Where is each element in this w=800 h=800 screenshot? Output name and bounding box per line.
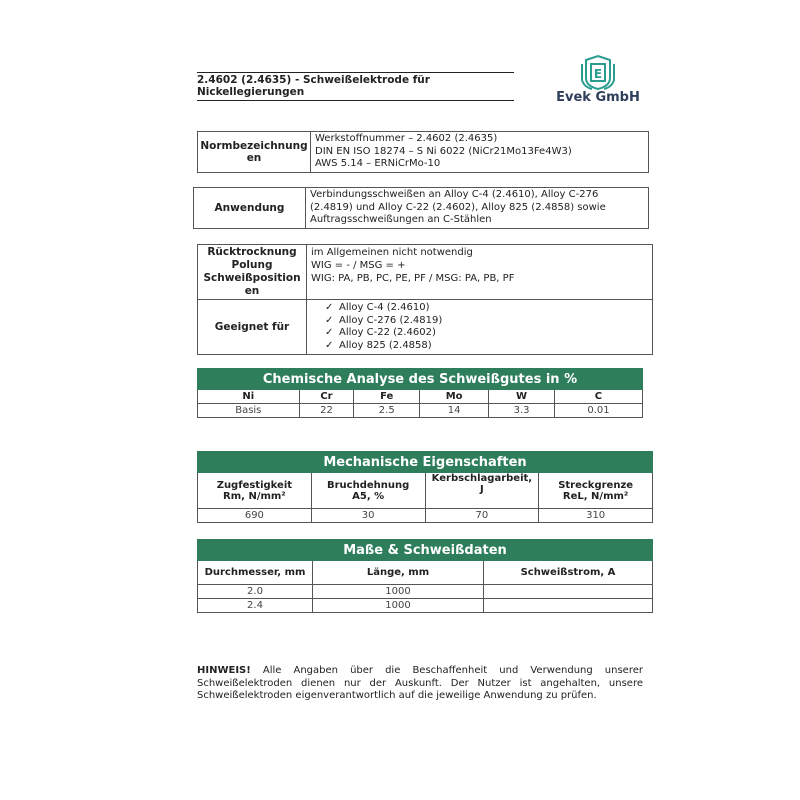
norm-table [197,131,649,173]
chem-value: 14 [420,404,489,418]
norm-values [311,132,649,173]
masse-header-schweissstrom: Schweißstrom, A [484,561,653,585]
mech-header-zugfestigkeit: Zugfestigkeit Rm, N/mm² [198,473,312,509]
hinweis-note [197,665,643,703]
mech-header-bruchdehnung: Bruchdehnung A5, % [311,473,425,509]
document-title [197,72,514,101]
masse-value: 1000 [313,585,484,599]
chem-value: Basis [198,404,300,418]
chem-header: W [489,390,555,404]
label-polung: Polung [231,259,273,271]
logo-letter: E [593,67,603,81]
masse-value: 1000 [313,599,484,613]
chem-value: 3.3 [489,404,555,418]
chem-header: Cr [299,390,354,404]
chem-header: C [554,390,642,404]
chem-value: 22 [299,404,354,418]
masse-table [197,539,653,613]
value-schweissposition: WIG: PA, PB, PC, PE, PF / MSG: PA, PB, PF [311,273,515,284]
geeignet-label: Geeignet für [198,300,307,355]
mech-value: 690 [198,509,312,523]
properties-labels [198,245,307,300]
anwendung-text: Verbindungsschweißen an Alloy C-4 (2.4610), Alloy C-276 (2.4819) und Alloy C-22 (2.4602), Alloy 825 (2.4858) sowie Auftragsschweißungen an C-Stählen [306,188,649,229]
check-icon: ✓ [325,302,334,313]
properties-table [197,244,653,355]
label-schweissposition: Schweißposition [203,272,301,284]
title-line-1: 2.4602 (2.4635) - Schweißelektrode für [197,74,430,86]
hinweis-text: Alle Angaben über die Beschaffenheit und Verwendung unserer Schweißelektroden dienen nur der Auskunft. Der Nutzer ist angehalten, unsere Schweißelektroden eigenverantwortlich auf die jeweilige Anwendung zu prüfen. [197,665,643,701]
chem-value: 2.5 [354,404,420,418]
anwendung-label: Anwendung [194,188,306,229]
mech-header-streckgrenze: Streckgrenze ReL, N/mm² [539,473,653,509]
check-icon: ✓ [325,327,334,338]
norm-line-3: AWS 5.14 – ERNiCrMo-10 [315,158,441,169]
mech-header-kerbschlagarbeit: Kerbschlagarbeit, J [425,473,539,509]
title-line-2: Nickellegierungen [197,86,305,98]
anwendung-table [193,187,649,229]
mech-title: Mechanische Eigenschaften [198,452,653,473]
label-schweissposition-suffix: en [244,285,260,297]
masse-header-durchmesser: Durchmesser, mm [198,561,313,585]
chem-table [197,368,643,418]
mech-value: 70 [425,509,539,523]
mech-table [197,451,653,523]
shield-logo-icon [552,54,644,90]
geeignet-item: ✓ Alloy C-4 (2.4610) [325,302,430,313]
norm-label: Normbezeichnung en [198,132,311,173]
check-icon: ✓ [325,314,334,326]
chem-value: 0.01 [554,404,642,418]
mech-value: 310 [539,509,653,523]
mech-value: 30 [311,509,425,523]
hinweis-label: HINWEIS! [197,665,251,676]
masse-value [484,599,653,613]
masse-value: 2.4 [198,599,313,613]
masse-value: 2.0 [198,585,313,599]
company-logo [552,54,644,110]
geeignet-item: ✓ Alloy 825 (2.4858) [325,339,432,351]
masse-value [484,585,653,599]
value-polung: WIG = - / MSG = + [311,260,406,271]
geeignet-list [307,300,653,355]
company-name: Evek GmbH [556,90,640,105]
norm-line-2: DIN EN ISO 18274 – S Ni 6022 (NiCr21Mo13Fe4W3) [315,145,572,157]
norm-line-1: Werkstoffnummer – 2.4602 (2.4635) [315,133,498,144]
chem-header: Ni [198,390,300,404]
check-icon: ✓ [325,339,334,351]
masse-title: Maße & Schweißdaten [198,540,653,561]
chem-header: Mo [420,390,489,404]
value-ruecktrocknung: im Allgemeinen nicht notwendig [311,247,473,258]
chem-header: Fe [354,390,420,404]
masse-header-laenge: Länge, mm [313,561,484,585]
properties-values [307,245,653,300]
geeignet-item: ✓ Alloy C-276 (2.4819) [325,314,443,326]
geeignet-item: ✓ Alloy C-22 (2.4602) [325,327,436,338]
label-ruecktrocknung: Rücktrocknung [207,246,297,258]
chem-title: Chemische Analyse des Schweißgutes in % [198,369,643,390]
